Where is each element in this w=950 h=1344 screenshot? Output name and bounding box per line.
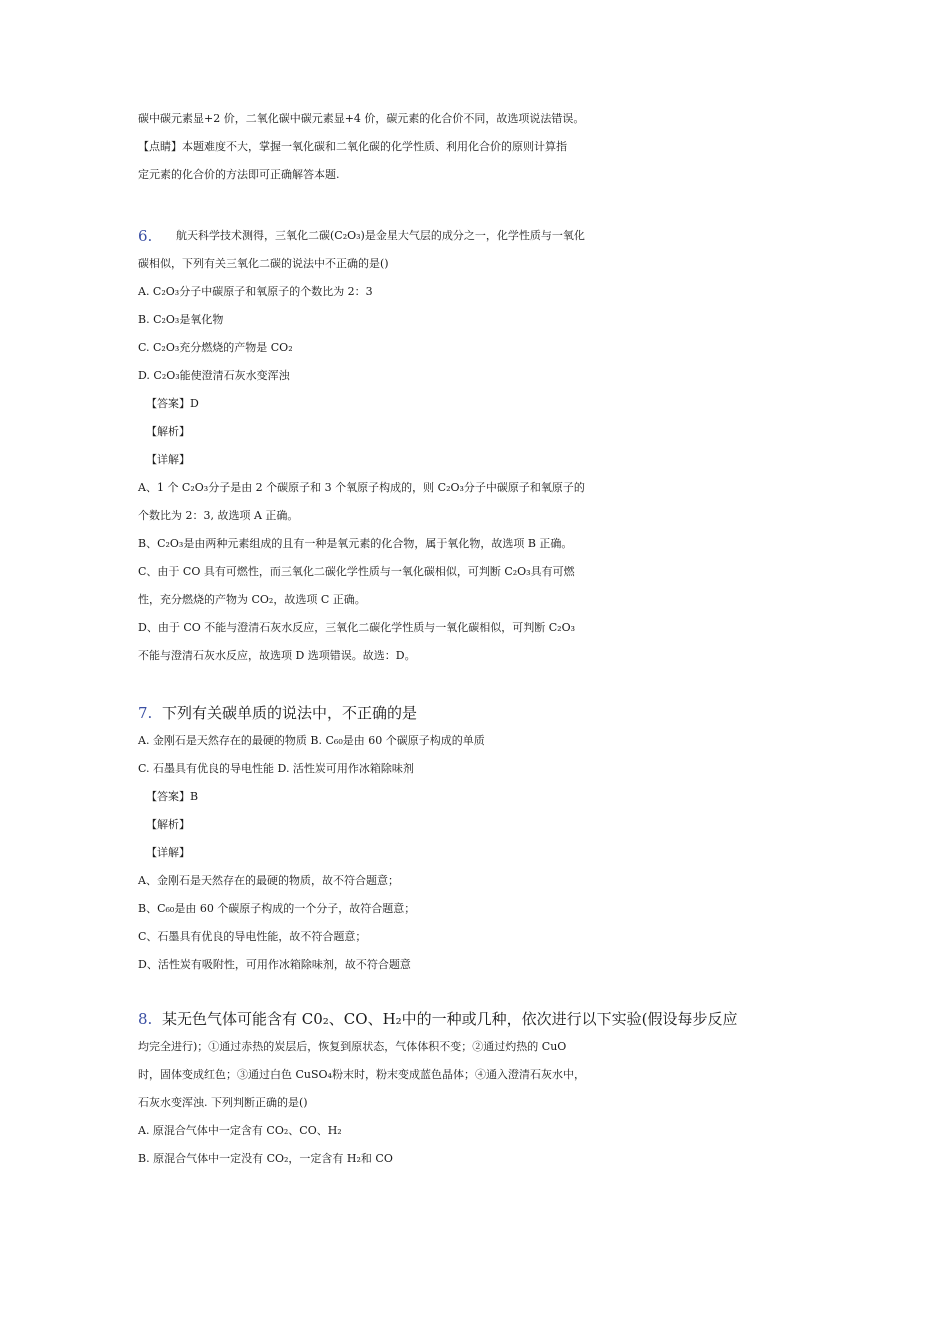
question-number: 8. bbox=[138, 1010, 153, 1028]
options-line: C. 石墨具有优良的导电性能 D. 活性炭可用作冰箱除味剂 bbox=[138, 762, 414, 775]
option-a: A. C₂O₃分子中碳原子和氧原子的个数比为 2：3 bbox=[138, 285, 373, 298]
option-b: B. 原混合气体中一定没有 CO₂，一定含有 H₂和 CO bbox=[138, 1152, 393, 1165]
option-a: A. 原混合气体中一定含有 CO₂、CO、H₂ bbox=[138, 1124, 342, 1137]
explanation-line: D、活性炭有吸附性，可用作冰箱除味剂，故不符合题意 bbox=[138, 958, 411, 971]
options-line: A. 金刚石是天然存在的最硬的物质 B. C₆₀是由 60 个碳原子构成的单质 bbox=[138, 734, 485, 747]
question-text: 碳相似，下列有关三氧化二碳的说法中不正确的是() bbox=[138, 257, 389, 270]
analysis-label: 【解析】 bbox=[146, 425, 190, 438]
text-line: 定元素的化合价的方法即可正确解答本题. bbox=[138, 168, 340, 181]
explanation-line: B、C₂O₃是由两种元素组成的且有一种是氧元素的化合物，属于氧化物，故选项 B 正确。 bbox=[138, 537, 573, 550]
option-b: B. C₂O₃是氧化物 bbox=[138, 313, 224, 326]
explanation-line: C、石墨具有优良的导电性能，故不符合题意； bbox=[138, 930, 367, 943]
explanation-line: 不能与澄清石灰水反应，故选项 D 选项错误。故选：D。 bbox=[138, 649, 416, 662]
question-number: 7. bbox=[138, 704, 153, 722]
question-text: 某无色气体可能含有 C0₂、CO、H₂中的一种或几种，依次进行以下实验(假设每步反应 bbox=[162, 1010, 738, 1028]
question-number: 6. bbox=[138, 227, 153, 245]
answer-label: 【答案】D bbox=[146, 397, 199, 410]
explanation-line: 个数比为 2：3, 故选项 A 正确。 bbox=[138, 509, 299, 522]
option-c: C. C₂O₃充分燃烧的产物是 CO₂ bbox=[138, 341, 293, 354]
explanation-line: D、由于 CO 不能与澄清石灰水反应，三氧化二碳化学性质与一氧化碳相似，可判断 C₂O₃ bbox=[138, 621, 575, 634]
explanation-line: A、1 个 C₂O₃分子是由 2 个碳原子和 3 个氧原子构成的，则 C₂O₃分子中碳原子和氧原子的 bbox=[138, 481, 585, 494]
option-d: D. C₂O₃能使澄清石灰水变浑浊 bbox=[138, 369, 290, 382]
detail-label: 【详解】 bbox=[146, 453, 190, 466]
question-text: 下列有关碳单质的说法中，不正确的是 bbox=[162, 704, 418, 722]
question-text: 时，固体变成红色；③通过白色 CuSO₄粉末时，粉末变成蓝色晶体；④通入澄清石灰水中， bbox=[138, 1068, 585, 1081]
explanation-line: A、金刚石是天然存在的最硬的物质，故不符合题意； bbox=[138, 874, 399, 887]
question-text: 石灰水变浑浊. 下列判断正确的是() bbox=[138, 1096, 308, 1109]
explanation-line: 性，充分燃烧的产物为 CO₂，故选项 C 正确。 bbox=[138, 593, 366, 606]
text-line: 碳中碳元素显+2 价，二氧化碳中碳元素显+4 价，碳元素的化合价不同，故选项说法错误。 bbox=[138, 112, 585, 125]
detail-label: 【详解】 bbox=[146, 846, 190, 859]
analysis-label: 【解析】 bbox=[146, 818, 190, 831]
text-line: 【点睛】本题难度不大，掌握一氧化碳和二氧化碳的化学性质、利用化合价的原则计算指 bbox=[138, 140, 567, 153]
explanation-line: C、由于 CO 具有可燃性，而三氧化二碳化学性质与一氧化碳相似，可判断 C₂O₃具有可燃 bbox=[138, 565, 575, 578]
explanation-line: B、C₆₀是由 60 个碳原子构成的一个分子，故符合题意； bbox=[138, 902, 416, 915]
question-text: 航天科学技术测得，三氧化二碳(C₂O₃)是金星大气层的成分之一，化学性质与一氧化 bbox=[176, 229, 585, 242]
question-text: 均完全进行)；①通过赤热的炭层后，恢复到原状态，气体体积不变；②通过灼热的 CuO bbox=[138, 1040, 567, 1053]
answer-label: 【答案】B bbox=[146, 790, 199, 803]
